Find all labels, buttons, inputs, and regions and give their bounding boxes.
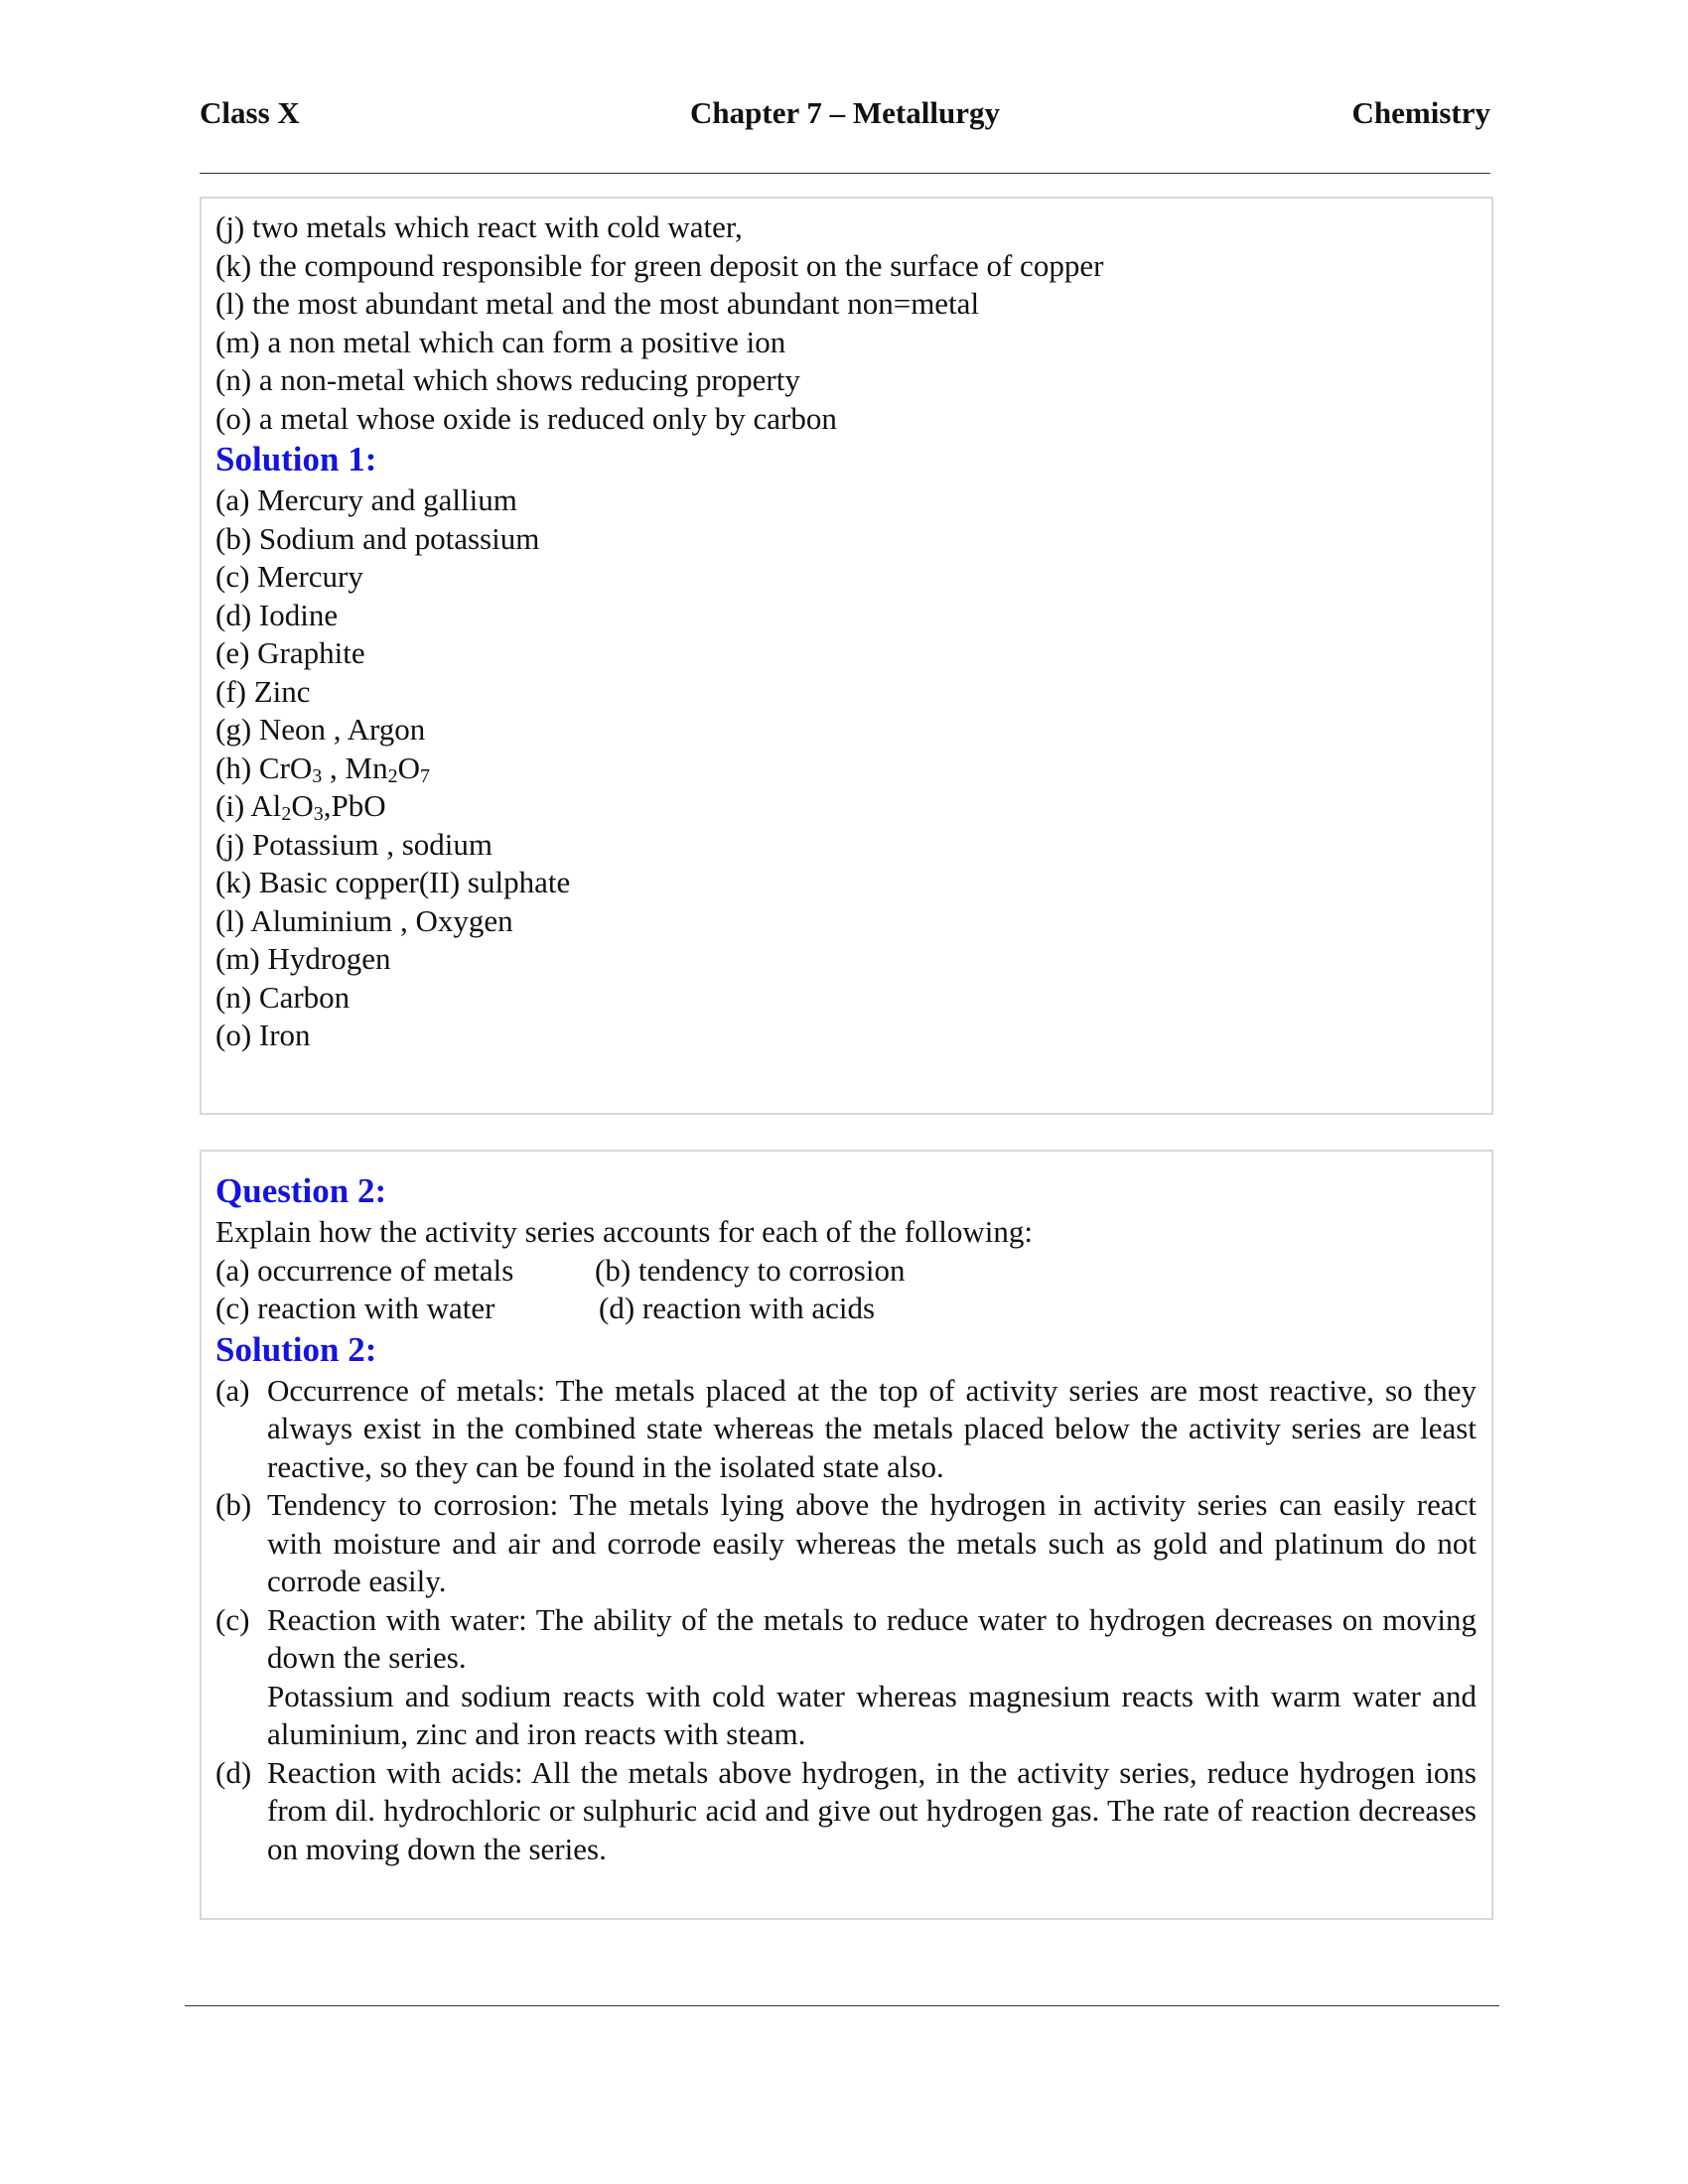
solution-2-item-a [215, 1372, 1477, 1487]
answer-item: (m) Hydrogen [215, 941, 391, 976]
question-item: (j) two metals which react with cold water, [215, 209, 743, 244]
answer-item: (c) Mercury [215, 559, 363, 594]
footer-divider [185, 2005, 1499, 2006]
answer-item: (k) Basic copper(II) sulphate [215, 865, 571, 899]
solution-text: Occurrence of metals: The metals placed at the top of activity series are most reactive, so they always exist in the combined state whereas the metals placed below the activity series are least reactive, so they can be found in the isolated state also. [267, 1372, 1477, 1484]
header-class: Class X [200, 95, 300, 130]
question-item: (n) a non-metal which shows reducing property [215, 362, 800, 397]
header-chapter: Chapter 7 – Metallurgy [690, 95, 1000, 130]
solution-text-continued: Potassium and sodium reacts with cold water whereas magnesium reacts with warm water and aluminium, zinc and iron reacts with steam. [267, 1678, 1477, 1751]
question-item: (l) the most abundant metal and the most abundant non=metal [215, 286, 980, 321]
answer-item: (e) Graphite [215, 635, 365, 670]
answer-item: (d) Iodine [215, 597, 339, 632]
answer-item: (a) Mercury and gallium [215, 482, 517, 517]
option-b: (b) tendency to corrosion [595, 1252, 906, 1288]
options-row-2 [215, 1290, 1477, 1328]
solution-label: (b) [215, 1487, 252, 1522]
answer-item: (f) Zinc [215, 673, 311, 709]
header-subject: Chemistry [1351, 95, 1490, 130]
solution-label: (a) [215, 1372, 250, 1408]
option-d: (d) reaction with acids [599, 1291, 876, 1325]
solution-text: Reaction with acids: All the metals above hydrogen, in the activity series, reduce hydrogen ions from dil. hydrochloric or sulphuric acid and give out hydrogen gas. The rate of reaction decreases on moving down the series. [267, 1754, 1477, 1866]
solution-2-heading: Solution 2: [215, 1329, 377, 1369]
answer-item: (g) Neon , Argon [215, 712, 426, 747]
solution-label: (d) [215, 1754, 252, 1790]
solution-text: Reaction with water: The ability of the metals to reduce water to hydrogen decreases on moving down the series. [267, 1601, 1477, 1675]
question-item: (m) a non metal which can form a positive ion [215, 324, 786, 359]
question-item: (k) the compound responsible for green deposit on the surface of copper [215, 247, 1104, 283]
answer-item: (j) Potassium , sodium [215, 826, 493, 862]
solution-2-item-b [215, 1486, 1477, 1601]
answer-item: (l) Aluminium , Oxygen [215, 902, 513, 938]
question-2-heading: Question 2: [215, 1171, 387, 1210]
option-a: (a) occurrence of metals [215, 1252, 514, 1288]
solution-label: (c) [215, 1601, 250, 1637]
option-c: (c) reaction with water [215, 1291, 495, 1325]
answer-item: (n) Carbon [215, 979, 351, 1015]
question-2-box [200, 1150, 1493, 1920]
answer-item-i: (i) $Al_2O_3,PbO$ [215, 788, 386, 825]
answer-item: (b) Sodium and potassium [215, 520, 540, 556]
question-1-box [200, 197, 1493, 1115]
answer-item: (o) Iron [215, 1018, 311, 1052]
question-item: (o) a metal whose oxide is reduced only by carbon [215, 400, 837, 436]
page-header [200, 95, 1490, 145]
solution-1-heading: Solution 1: [215, 440, 377, 478]
question-2-text: Explain how the activity series accounts for each of the following: [215, 1214, 1033, 1249]
solution-2-item-d [215, 1754, 1477, 1869]
options-row-1 [215, 1252, 1477, 1291]
solution-2-item-c [215, 1601, 1477, 1754]
answer-item-h: (h) CrO$_3$ , $Mn_2O_7$ [215, 750, 431, 787]
header-divider [200, 173, 1490, 174]
solution-text: Tendency to corrosion: The metals lying above the hydrogen in activity series can easily react with moisture and air and corrode easily whereas the metals such as gold and platinum do not corrode easily. [267, 1487, 1477, 1598]
